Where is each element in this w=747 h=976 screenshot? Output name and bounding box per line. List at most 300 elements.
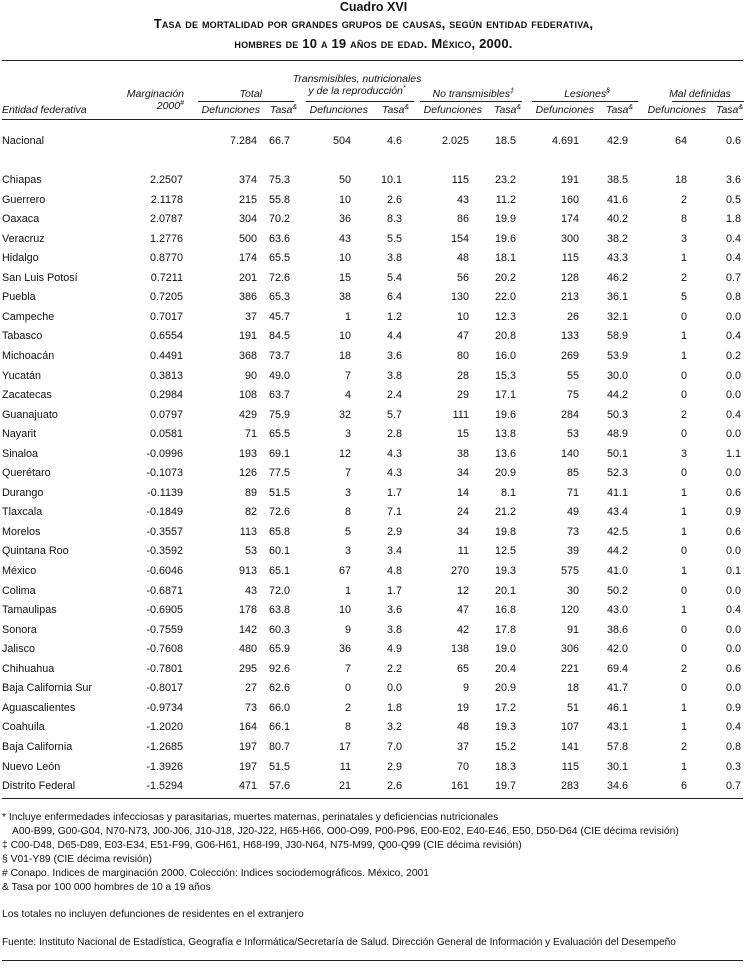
table-row [0, 367, 747, 385]
cell-lesiones-tasa: 30.1 [606, 760, 628, 773]
cell-trans-defunciones: 10 [338, 330, 351, 343]
table-row [0, 542, 747, 560]
cell-lesiones-tasa: 30.0 [606, 369, 628, 382]
cell-mal-defunciones: 0 [680, 310, 687, 323]
cell-trans-tasa: 2.6 [386, 193, 402, 206]
cell-mal-defunciones: 3 [680, 447, 687, 460]
cell-trans-defunciones: 10 [338, 252, 351, 265]
cell-entidad: Nayarit [2, 428, 37, 441]
cell-mal-defunciones: 1 [680, 760, 687, 773]
cell-mal-defunciones: 1 [680, 349, 687, 362]
cell-notrans-tasa: 11.2 [495, 193, 516, 206]
cell-lesiones-defunciones: 213 [560, 291, 579, 304]
cell-mal-defunciones: 18 [674, 174, 687, 186]
header-transmisibles-line1: Transmisibles, nutricionales [292, 73, 422, 85]
cell-mal-defunciones: 64 [674, 135, 687, 147]
cell-total-defunciones: 73 [244, 701, 257, 714]
table-row [0, 777, 747, 795]
cell-trans-tasa: 3.2 [386, 721, 402, 734]
cell-mal-tasa: 0.4 [725, 721, 741, 734]
cell-mal-tasa: 0.0 [725, 643, 741, 656]
cell-notrans-defunciones: 47 [456, 330, 469, 343]
cell-total-tasa: 75.3 [268, 174, 290, 186]
cell-lesiones-defunciones: 71 [566, 486, 579, 499]
cell-notrans-tasa: 17.1 [494, 389, 516, 402]
table-title-line-2: hombres de 10 a 19 años de edad. México, 2000. [234, 36, 513, 51]
cell-trans-tasa: 7.0 [386, 740, 402, 753]
cell-notrans-defunciones: 28 [456, 369, 469, 382]
cell-lesiones-defunciones: 300 [560, 232, 579, 245]
cell-marginacion: 2.2507 [149, 174, 183, 186]
cell-notrans-tasa: 20.4 [494, 662, 516, 675]
cell-trans-tasa: 2.9 [386, 760, 402, 773]
cell-mal-defunciones: 1 [680, 525, 687, 538]
cell-notrans-defunciones: 24 [456, 506, 469, 519]
group-underline-transmisibles [306, 101, 414, 102]
cell-marginacion: -1.2685 [146, 740, 183, 753]
lesiones-footnote-mark: § [606, 88, 610, 95]
header-mal-definidas: Mal definidas [669, 88, 731, 100]
subheader-mal-tasa-text: Tasa [716, 104, 739, 116]
cell-notrans-tasa: 20.9 [494, 467, 516, 480]
cell-notrans-tasa: 13.8 [494, 428, 516, 441]
subheader-lesiones-defunciones: Defunciones [535, 104, 594, 116]
cell-mal-tasa: 0.0 [725, 545, 741, 558]
cell-trans-tasa: 4.4 [386, 330, 402, 343]
cell-notrans-tasa: 19.3 [494, 565, 516, 577]
cell-notrans-defunciones: 15 [456, 428, 469, 441]
cell-entidad: Durango [2, 486, 44, 499]
cell-mal-tasa: 0.6 [725, 486, 741, 499]
cell-entidad: Veracruz [2, 232, 45, 245]
cell-entidad: Colima [2, 584, 36, 597]
cell-lesiones-tasa: 32.1 [606, 310, 628, 323]
cell-notrans-defunciones: 270 [450, 565, 469, 577]
cell-notrans-tasa: 20.8 [494, 330, 516, 343]
cell-total-defunciones: 53 [244, 545, 257, 558]
cell-total-defunciones: 164 [238, 721, 257, 734]
cell-trans-defunciones: 9 [344, 623, 351, 636]
cell-total-tasa: 72.6 [268, 506, 290, 519]
cell-total-tasa: 49.0 [268, 369, 290, 382]
group-underline-no-transmisibles [420, 101, 522, 102]
cell-marginacion: 0.3813 [149, 369, 183, 382]
cell-lesiones-tasa: 40.2 [606, 213, 628, 226]
cell-entidad: Guerrero [2, 193, 46, 206]
cell-lesiones-defunciones: 91 [566, 623, 579, 636]
table-row [0, 621, 747, 639]
cell-total-defunciones: 471 [238, 780, 257, 793]
cell-total-tasa: 55.8 [268, 193, 290, 206]
cell-notrans-defunciones: 154 [450, 232, 469, 245]
cell-total-tasa: 51.5 [268, 760, 290, 773]
cell-entidad: Sinaloa [2, 447, 39, 460]
cell-total-defunciones: 27 [244, 682, 257, 695]
cell-lesiones-defunciones: 75 [566, 389, 579, 402]
cell-mal-tasa: 0.0 [725, 428, 741, 441]
cell-marginacion: -0.3557 [146, 525, 183, 538]
cell-total-tasa: 65.3 [268, 291, 290, 304]
cell-mal-tasa: 0.6 [725, 662, 741, 675]
table-row-nacional [0, 132, 747, 150]
cell-total-tasa: 60.3 [268, 623, 290, 636]
cell-trans-tasa: 3.8 [386, 369, 402, 382]
cell-notrans-defunciones: 115 [451, 174, 469, 186]
cell-lesiones-defunciones: 73 [566, 525, 579, 538]
cell-lesiones-defunciones: 30 [566, 584, 579, 597]
cell-lesiones-defunciones: 174 [560, 213, 579, 226]
cell-marginacion: 0.8770 [149, 252, 183, 265]
cell-notrans-tasa: 22.0 [494, 291, 516, 304]
marginacion-footnote-mark: # [180, 100, 184, 107]
cell-notrans-tasa: 18.3 [494, 760, 516, 773]
subheader-mal-defunciones: Defunciones [647, 104, 706, 116]
cell-mal-defunciones: 1 [680, 330, 687, 343]
cell-mal-tasa: 0.0 [725, 682, 741, 695]
cell-entidad: Aguascalientes [2, 701, 76, 714]
cell-trans-defunciones: 18 [338, 349, 351, 362]
subheader-notrans-defunciones: Defunciones [423, 104, 482, 116]
cell-mal-defunciones: 0 [680, 643, 687, 656]
no-transmisibles-footnote-mark: ‡ [510, 88, 514, 95]
cell-trans-tasa: 3.6 [386, 604, 402, 617]
cell-entidad: Yucatán [2, 369, 42, 382]
cell-lesiones-tasa: 44.2 [606, 389, 628, 402]
cell-trans-defunciones: 38 [338, 291, 351, 304]
cell-trans-defunciones: 3 [344, 486, 351, 499]
cell-total-defunciones: 480 [238, 643, 257, 656]
cell-mal-tasa: 3.6 [725, 174, 741, 186]
cell-lesiones-tasa: 41.0 [606, 565, 628, 577]
cell-trans-tasa: 10.1 [380, 174, 402, 186]
cell-mal-defunciones: 2 [680, 408, 687, 421]
cell-lesiones-defunciones: 85 [566, 467, 579, 480]
cell-mal-defunciones: 3 [680, 232, 687, 245]
header-marginacion [110, 88, 184, 112]
cell-notrans-defunciones: 65 [456, 662, 469, 675]
cell-lesiones-tasa: 43.1 [606, 721, 628, 734]
cell-entidad: Baja California Sur [2, 682, 93, 695]
cell-mal-defunciones: 2 [680, 271, 687, 284]
table-row [0, 288, 747, 306]
cell-entidad: Coahuila [2, 721, 45, 734]
cell-trans-tasa: 3.6 [386, 349, 402, 362]
cell-mal-defunciones: 2 [680, 662, 687, 675]
cell-lesiones-tasa: 58.9 [606, 330, 628, 343]
group-underline-lesiones [532, 101, 638, 102]
cell-marginacion: -0.7608 [146, 643, 183, 656]
cell-mal-defunciones: 5 [680, 291, 687, 304]
cell-notrans-tasa: 20.1 [494, 584, 516, 597]
cell-trans-tasa: 5.5 [386, 232, 402, 245]
cell-mal-defunciones: 6 [680, 780, 687, 793]
cell-marginacion: -0.3592 [146, 545, 183, 558]
cell-lesiones-defunciones: 306 [560, 643, 579, 656]
cell-notrans-defunciones: 48 [456, 721, 469, 734]
cell-mal-tasa: 0.7 [725, 271, 741, 284]
cell-total-defunciones: 82 [244, 506, 257, 519]
cell-trans-defunciones: 11 [339, 760, 351, 773]
tasa-footnote-mark: & [738, 104, 744, 111]
cell-trans-defunciones: 7 [344, 369, 351, 382]
cell-notrans-defunciones: 47 [456, 604, 469, 617]
cell-lesiones-tasa: 38.2 [606, 232, 628, 245]
cell-lesiones-defunciones: 51 [566, 701, 579, 714]
cell-notrans-tasa: 18.1 [494, 252, 516, 265]
footnote-no-transmisibles: ‡ C00-D48, D65-D89, E03-E34, E51-F99, G06-H61, H68-I99, J30-N64, N75-M99, Q00-Q99 (CIE décima revisión) [2, 840, 522, 851]
cell-mal-tasa: 0.7 [725, 780, 741, 793]
footnote-lesiones: § V01-Y89 (CIE décima revisión) [2, 854, 152, 865]
cell-trans-defunciones: 43 [338, 232, 351, 245]
cell-notrans-tasa: 8.1 [500, 486, 516, 499]
cell-marginacion: -1.3926 [146, 760, 183, 773]
cell-mal-tasa: 0.5 [725, 193, 741, 206]
cell-notrans-defunciones: 38 [456, 447, 469, 460]
cell-lesiones-defunciones: 284 [560, 408, 579, 421]
cell-mal-defunciones: 0 [680, 389, 687, 402]
cell-marginacion: -0.6871 [146, 584, 183, 597]
table-row [0, 347, 747, 365]
table-row [0, 562, 747, 580]
footnote-tasa: & Tasa por 100 000 hombres de 10 a 19 años [2, 882, 211, 893]
table-row [0, 718, 747, 736]
cell-total-tasa: 92.6 [268, 662, 290, 675]
cell-trans-tasa: 3.8 [386, 623, 402, 636]
cell-notrans-defunciones: 86 [456, 213, 469, 226]
cell-total-tasa: 62.6 [268, 682, 290, 695]
cell-notrans-defunciones: 111 [452, 408, 469, 421]
cell-trans-tasa: 2.6 [386, 780, 402, 793]
cell-trans-defunciones: 504 [332, 135, 351, 147]
subheader-trans-tasa-text: Tasa [382, 104, 405, 116]
cell-trans-tasa: 1.7 [386, 584, 402, 597]
subheader-total-defunciones: Defunciones [201, 104, 260, 116]
cell-lesiones-tasa: 41.7 [606, 682, 628, 695]
cell-lesiones-defunciones: 49 [566, 506, 579, 519]
table-row [0, 738, 747, 756]
cell-notrans-tasa: 12.3 [494, 310, 516, 323]
header-transmisibles-text: y de la reproducción [308, 85, 403, 97]
cell-trans-tasa: 6.4 [386, 291, 402, 304]
cell-trans-tasa: 3.4 [386, 545, 402, 558]
cell-notrans-defunciones: 138 [450, 643, 469, 656]
cell-entidad: Puebla [2, 291, 36, 304]
cell-lesiones-defunciones: 283 [560, 780, 579, 793]
cell-mal-tasa: 0.0 [725, 623, 741, 636]
cell-notrans-tasa: 15.3 [494, 369, 516, 382]
cell-lesiones-defunciones: 221 [560, 662, 579, 675]
cell-trans-defunciones: 36 [338, 213, 351, 226]
cell-trans-tasa: 8.3 [386, 213, 402, 226]
cell-notrans-tasa: 18.5 [494, 135, 516, 147]
cell-mal-tasa: 0.8 [725, 740, 741, 753]
subheader-trans-defunciones: Defunciones [309, 104, 368, 116]
cell-mal-tasa: 0.4 [725, 408, 741, 421]
cell-lesiones-defunciones: 191 [560, 174, 579, 186]
cell-notrans-defunciones: 43 [456, 193, 469, 206]
cell-notrans-defunciones: 14 [456, 486, 469, 499]
cell-marginacion: 0.2984 [149, 389, 183, 402]
table-row [0, 386, 747, 404]
cell-total-tasa: 72.0 [268, 584, 290, 597]
footnote-marginacion: # Conapo. Indices de marginación 2000. Colección: Indices sociodemográficos. México, 2001 [2, 868, 429, 879]
cell-lesiones-defunciones: 18 [566, 682, 579, 695]
cell-mal-defunciones: 1 [680, 721, 687, 734]
cell-marginacion: 0.0581 [149, 428, 183, 441]
tasa-footnote-mark: & [628, 104, 634, 111]
cell-notrans-tasa: 15.2 [494, 740, 516, 753]
cell-total-tasa: 63.8 [268, 604, 290, 617]
cell-lesiones-tasa: 46.1 [606, 701, 628, 714]
cell-marginacion: 0.7211 [150, 271, 183, 284]
cell-lesiones-defunciones: 141 [560, 740, 579, 753]
cell-entidad: San Luis Potosí [2, 271, 78, 284]
cell-mal-defunciones: 0 [680, 584, 687, 597]
cell-lesiones-tasa: 48.9 [606, 428, 628, 441]
cell-total-defunciones: 295 [238, 662, 257, 675]
cell-trans-defunciones: 67 [338, 565, 351, 577]
cell-total-tasa: 65.8 [268, 525, 290, 538]
cell-mal-tasa: 0.4 [725, 604, 741, 617]
cell-total-defunciones: 43 [244, 584, 257, 597]
cell-total-defunciones: 37 [244, 310, 257, 323]
cell-total-defunciones: 126 [238, 467, 257, 480]
cell-mal-defunciones: 0 [680, 545, 687, 558]
cell-total-tasa: 65.1 [268, 565, 290, 577]
source-note: Fuente: Instituto Nacional de Estadística, Geografía e Informática/Secretaría de Salud. Dirección General de Información y Evaluación del Desempeño [2, 937, 676, 948]
cell-notrans-defunciones: 70 [456, 760, 469, 773]
cell-marginacion: -0.0996 [146, 447, 183, 460]
cell-lesiones-tasa: 42.9 [606, 135, 628, 147]
cell-notrans-tasa: 16.8 [494, 604, 516, 617]
subheader-total-tasa [270, 104, 297, 116]
cell-marginacion: -1.2020 [146, 721, 183, 734]
cell-total-tasa: 84.5 [268, 330, 290, 343]
cell-mal-tasa: 0.4 [725, 252, 741, 265]
cell-total-tasa: 57.6 [268, 780, 290, 793]
cell-marginacion: -0.6905 [146, 604, 183, 617]
cell-marginacion: 0.0797 [149, 408, 183, 421]
cell-total-tasa: 66.1 [268, 721, 290, 734]
table-row [0, 406, 747, 424]
cell-entidad: Nuevo León [2, 760, 61, 773]
cell-lesiones-tasa: 43.4 [606, 506, 628, 519]
note-totales: Los totales no incluyen defunciones de residentes en el extranjero [2, 909, 304, 920]
cell-lesiones-defunciones: 120 [560, 604, 579, 617]
cell-lesiones-defunciones: 160 [560, 193, 579, 206]
cell-entidad: Nacional [2, 135, 45, 147]
cell-notrans-tasa: 19.0 [494, 643, 516, 656]
cell-trans-defunciones: 10 [338, 604, 351, 617]
cell-notrans-tasa: 20.9 [494, 682, 516, 695]
cell-lesiones-defunciones: 269 [560, 349, 579, 362]
header-marginacion-line2 [110, 100, 184, 112]
cell-trans-defunciones: 3 [344, 545, 351, 558]
cell-notrans-tasa: 13.6 [494, 447, 516, 460]
table-row [0, 484, 747, 502]
table-number: Cuadro XVI [339, 0, 408, 14]
cell-trans-tasa: 1.2 [386, 310, 402, 323]
cell-lesiones-defunciones: 53 [566, 428, 579, 441]
cell-total-defunciones: 7.284 [229, 135, 257, 147]
cell-marginacion: 0.7017 [149, 310, 183, 323]
cell-total-tasa: 75.9 [268, 408, 290, 421]
cell-marginacion: 0.6554 [149, 330, 183, 343]
table-row [0, 210, 747, 228]
cell-mal-defunciones: 1 [680, 486, 687, 499]
cell-total-defunciones: 197 [238, 760, 257, 773]
cell-total-defunciones: 386 [238, 291, 257, 304]
cell-marginacion: -0.7559 [146, 623, 183, 636]
cell-notrans-tasa: 17.2 [494, 701, 516, 714]
cell-mal-tasa: 0.0 [725, 310, 741, 323]
cell-lesiones-tasa: 42.0 [606, 643, 628, 656]
cell-lesiones-tasa: 69.4 [606, 662, 628, 675]
table-row [0, 464, 747, 482]
cell-notrans-tasa: 16.0 [494, 349, 516, 362]
cell-total-defunciones: 201 [238, 271, 257, 284]
cell-mal-defunciones: 8 [680, 213, 687, 226]
cell-total-tasa: 45.7 [268, 310, 290, 323]
group-underline-mal-definidas [672, 101, 744, 102]
footnote-transmisibles: * Incluye enfermedades infecciosas y parasitarias, muertes maternas, perinatales y deficiencias nutricionales [2, 812, 499, 823]
cell-lesiones-tasa: 36.1 [606, 291, 628, 304]
header-bottom-rule [2, 119, 743, 120]
cell-mal-tasa: 0.8 [725, 291, 741, 304]
cell-notrans-defunciones: 9 [462, 682, 469, 695]
table-row [0, 699, 747, 717]
table-row [0, 582, 747, 600]
cell-mal-tasa: 0.6 [725, 525, 741, 538]
cell-mal-tasa: 1.8 [725, 213, 741, 226]
cell-total-defunciones: 142 [238, 623, 257, 636]
cell-mal-tasa: 0.9 [725, 506, 741, 519]
cell-total-defunciones: 108 [238, 389, 257, 402]
cell-total-tasa: 65.9 [268, 643, 290, 656]
cell-mal-tasa: 0.3 [725, 760, 741, 773]
cell-entidad: Quintana Roo [2, 545, 69, 558]
cell-lesiones-tasa: 41.6 [606, 193, 628, 206]
cell-mal-defunciones: 0 [680, 428, 687, 441]
cell-mal-defunciones: 0 [680, 682, 687, 695]
cell-marginacion: -1.5294 [146, 780, 183, 793]
cell-lesiones-tasa: 50.3 [606, 408, 628, 421]
cell-total-tasa: 63.7 [268, 389, 290, 402]
cell-lesiones-defunciones: 140 [560, 447, 579, 460]
cell-total-tasa: 69.1 [268, 447, 290, 460]
cell-total-defunciones: 304 [238, 213, 257, 226]
cell-trans-tasa: 4.3 [386, 447, 402, 460]
header-marginacion-year: 2000 [156, 100, 181, 112]
cell-lesiones-tasa: 50.2 [606, 584, 628, 597]
cell-trans-tasa: 4.9 [386, 643, 402, 656]
cell-trans-defunciones: 50 [338, 174, 351, 186]
table-row [0, 171, 747, 189]
cell-notrans-defunciones: 56 [456, 271, 469, 284]
cell-total-defunciones: 368 [238, 349, 257, 362]
table-row [0, 679, 747, 697]
cell-total-defunciones: 193 [238, 447, 257, 460]
cell-entidad: Hidalgo [2, 252, 39, 265]
cell-marginacion: -0.9734 [146, 701, 183, 714]
cell-entidad: Jalisco [2, 643, 36, 656]
cell-trans-defunciones: 1 [344, 584, 351, 597]
cell-notrans-defunciones: 29 [456, 389, 469, 402]
cell-mal-tasa: 0.6 [725, 135, 741, 147]
cell-lesiones-tasa: 34.6 [606, 780, 628, 793]
cell-total-defunciones: 215 [238, 193, 257, 206]
cell-notrans-tasa: 19.3 [494, 721, 516, 734]
